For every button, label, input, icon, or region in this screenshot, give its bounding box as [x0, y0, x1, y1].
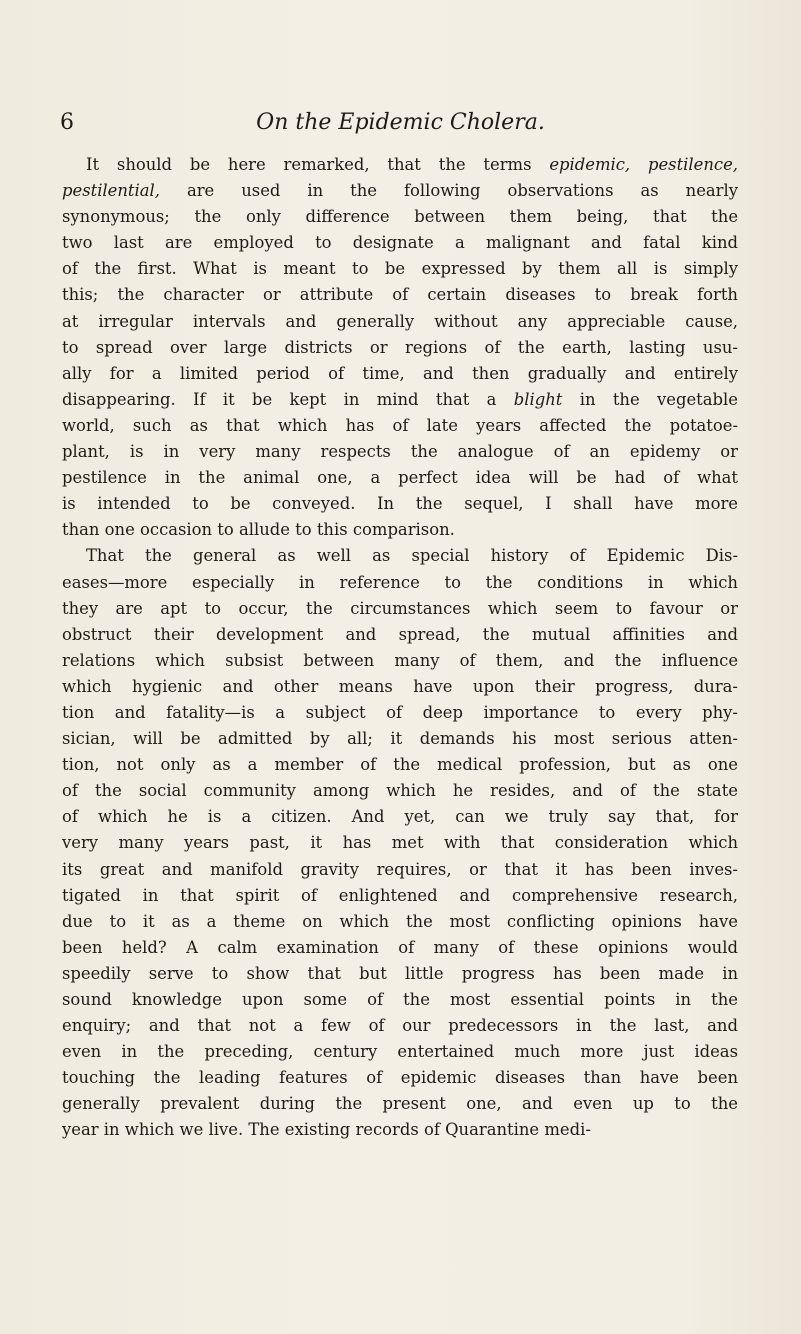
text-line: obstruct their development and spread, the mutual affinities and	[62, 624, 739, 644]
text-line: pestilential, are used in the following observations as nearly	[62, 181, 739, 201]
text-line: is intended to be conveyed. In the sequel, I shall have more	[62, 494, 739, 514]
text-line: relations which subsist between many of them, and the influence	[62, 650, 739, 670]
text-line: It should be here remarked, that the terms epidemic, pestilence,	[86, 155, 739, 174]
text-line: speedily serve to show that but little progress has been made in	[62, 963, 739, 983]
text-line: even in the preceding, century entertained much more just ideas	[62, 1042, 738, 1062]
text-line: its great and manifold gravity requires, or that it has been inves-	[62, 859, 738, 879]
text-line: tigated in that spirit of enlightened and comprehensive research,	[62, 885, 738, 905]
text-line: very many years past, it has met with that consideration which	[62, 833, 739, 853]
text-line: of the first. What is meant to be expressed by them all is simply	[62, 259, 739, 279]
text-line: world, such as that which has of late years affected the potatoe-	[62, 415, 739, 435]
text-line: ally for a limited period of time, and then gradually and entirely	[62, 363, 738, 383]
text-line: tion and fatality—is a subject of deep importance to every phy-	[62, 702, 738, 722]
running-title: On the Epidemic Cholera.	[256, 110, 545, 135]
text-line: to spread over large districts or regions of the earth, lasting usu-	[62, 337, 738, 357]
text-line: disappearing. If it be kept in mind that a blight in the vegetable	[62, 389, 738, 409]
text-line: two last are employed to designate a malignant and fatal kind	[62, 233, 739, 253]
text-line: plant, is in very many respects the analogue of an epidemy or	[62, 442, 739, 462]
text-line: due to it as a theme on which the most conflicting opinions have	[62, 911, 738, 931]
text-line: which hygienic and other means have upon their progress, dura-	[62, 676, 738, 696]
text-line: of the social community among which he resides, and of the state	[62, 781, 738, 801]
text-line: year in which we live. The existing records of Quarantine medi-	[62, 1120, 591, 1140]
text-line: synonymous; the only difference between them being, that the	[62, 207, 739, 227]
text-line: been held? A calm examination of many of these opinions would	[62, 937, 738, 957]
text-line: That the general as well as special history of Epidemic Dis-	[86, 546, 738, 566]
text-line: pestilence in the animal one, a perfect idea will be had of what	[62, 468, 739, 488]
text-line: at irregular intervals and generally without any appreciable cause,	[62, 311, 739, 331]
body-text	[62, 152, 738, 1144]
text-line: this; the character or attribute of certain diseases to break forth	[62, 285, 738, 305]
text-line: tion, not only as a member of the medical profession, but as one	[62, 755, 738, 775]
text-line: of which he is a citizen. And yet, can we truly say that, for	[62, 807, 738, 827]
text-line: than one occasion to allude to this comparison.	[62, 520, 455, 540]
text-line: enquiry; and that not a few of our predecessors in the last, and	[62, 1016, 738, 1036]
text-line: sound knowledge upon some of the most essential points in the	[62, 990, 738, 1009]
text-line: eases—more especially in reference to the conditions in which	[62, 572, 738, 592]
page-header	[60, 108, 741, 142]
page-number: 6	[60, 110, 74, 135]
text-line: generally prevalent during the present one, and even up to the	[62, 1094, 738, 1114]
text-line: they are apt to occur, the circumstances which seem to favour or	[62, 598, 739, 618]
text-line: touching the leading features of epidemic diseases than have been	[62, 1068, 739, 1088]
text-line: sician, will be admitted by all; it demands his most serious atten-	[62, 729, 738, 749]
